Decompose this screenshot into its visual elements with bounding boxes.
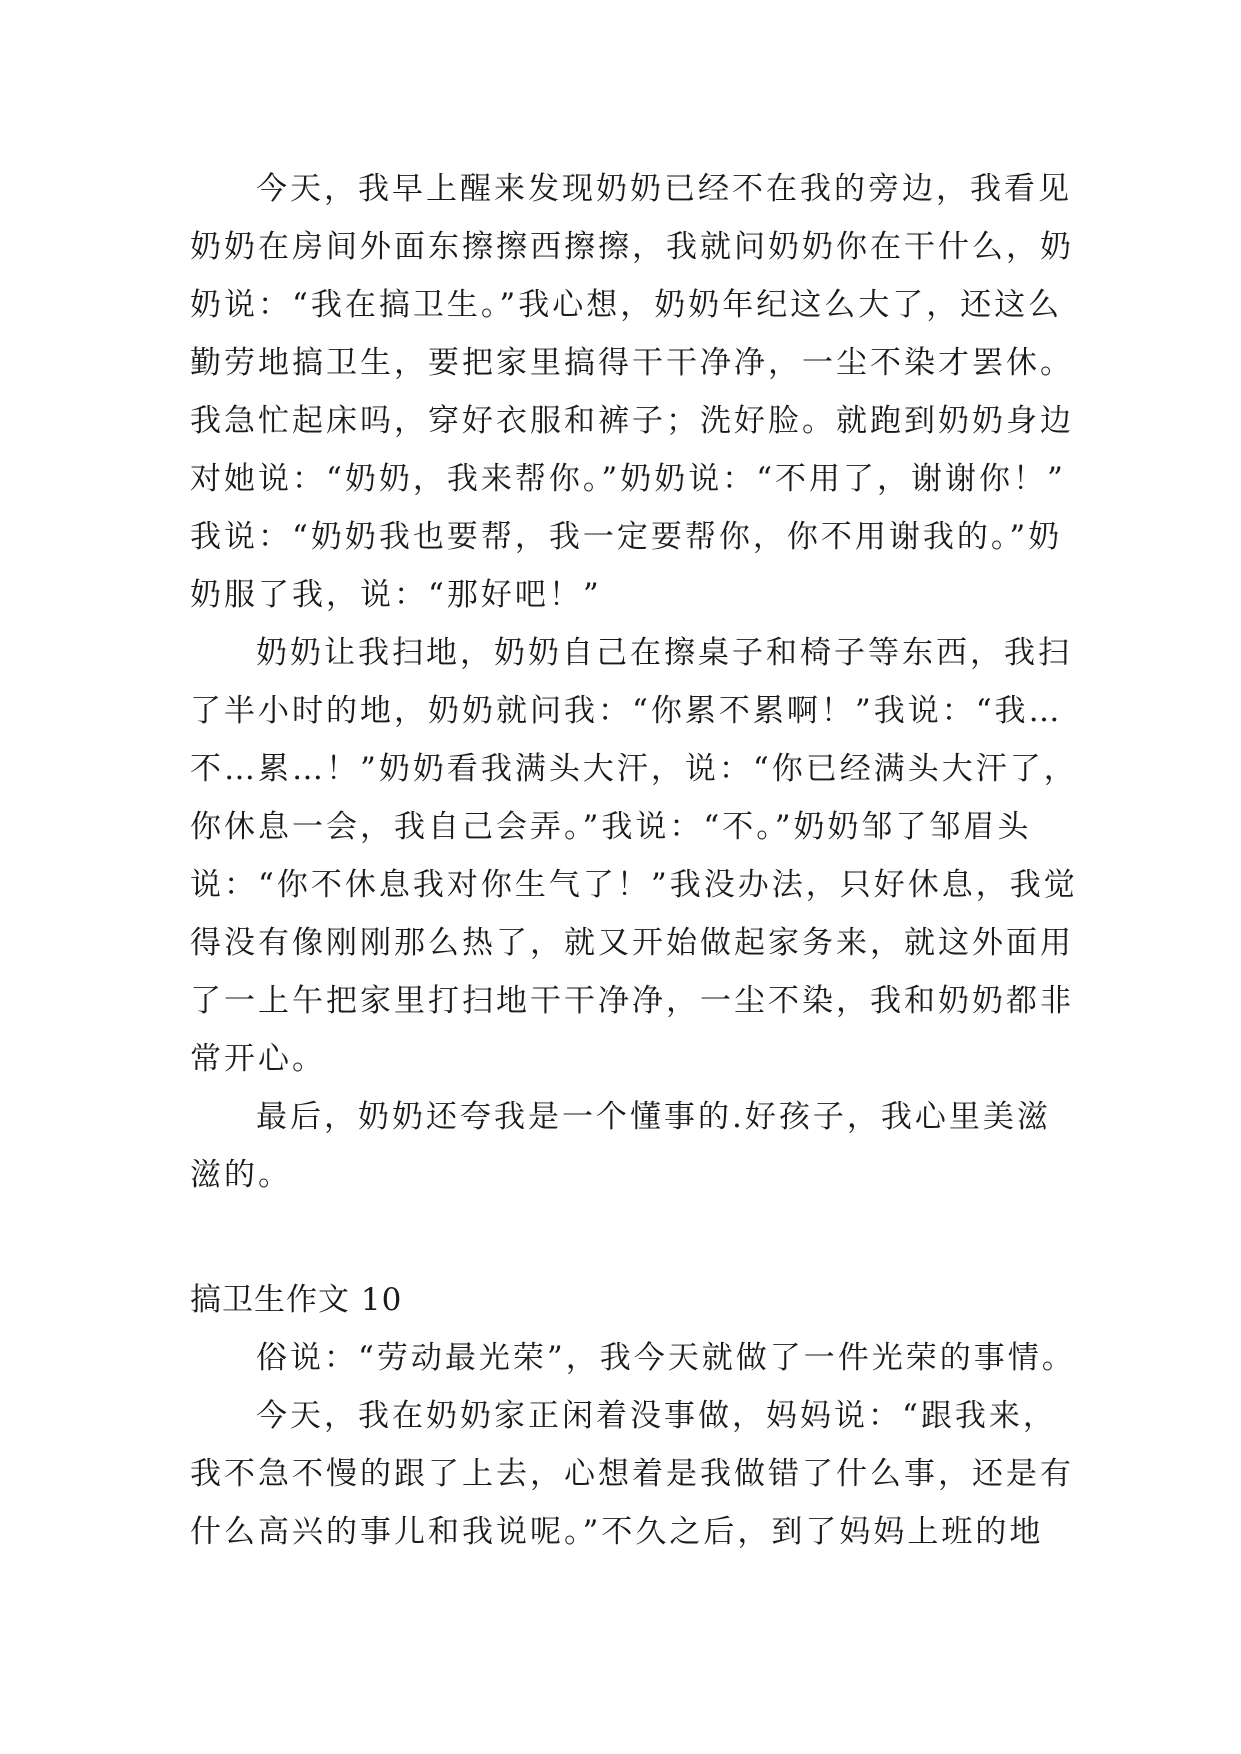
essay-body	[190, 160, 1078, 1204]
section-paragraph-1-line-1: 俗说：“劳动最光荣”，我今天就做了一件光荣的事情。	[256, 1340, 1076, 1376]
paragraph-2-line-7: 了一上午把家里打扫地干干净净，一尘不染，我和奶奶都非	[190, 983, 1074, 1019]
paragraph-3-line-2: 滋的。	[190, 1157, 292, 1193]
paragraph-2-line-2: 了半小时的地，奶奶就问我：“你累不累啊！”我说：“我…	[190, 693, 1063, 729]
paragraph-1-line-1: 今天，我早上醒来发现奶奶已经不在我的旁边，我看见	[256, 171, 1072, 207]
paragraph-1-line-8: 奶服了我，说：“那好吧！”	[190, 577, 602, 613]
section-title: 搞卫生作文 10	[190, 1282, 403, 1318]
paragraph-1-line-6: 对她说：“奶奶，我来帮你。”奶奶说：“不用了，谢谢你！”	[190, 461, 1066, 497]
section-paragraph-2-line-3: 什么高兴的事儿和我说呢。”不久之后，到了妈妈上班的地	[190, 1514, 1044, 1550]
section-paragraph-2-line-2: 我不急不慢的跟了上去，心想着是我做错了什么事，还是有	[190, 1456, 1074, 1492]
paragraph-2-line-3: 不…累…！”奶奶看我满头大汗，说：“你已经满头大汗了，	[190, 751, 1078, 787]
paragraph-2-line-1: 奶奶让我扫地，奶奶自己在擦桌子和椅子等东西，我扫	[256, 635, 1072, 671]
paragraph-1-line-5: 我急忙起床吗，穿好衣服和裤子；洗好脸。就跑到奶奶身边	[190, 403, 1074, 439]
section-block	[190, 1271, 1076, 1561]
paragraph-2-line-8: 常开心。	[190, 1041, 326, 1077]
paragraph-1-line-4: 勤劳地搞卫生，要把家里搞得干干净净，一尘不染才罢休。	[190, 345, 1074, 381]
paragraph-1-line-7: 我说：“奶奶我也要帮，我一定要帮你，你不用谢我的。”奶	[190, 519, 1063, 555]
paragraph-1-line-2: 奶奶在房间外面东擦擦西擦擦，我就问奶奶你在干什么，奶	[190, 229, 1074, 265]
section-paragraph-2-line-1: 今天，我在奶奶家正闲着没事做，妈妈说：“跟我来，	[256, 1398, 1057, 1434]
paragraph-3-line-1: 最后，奶奶还夸我是一个懂事的.好孩子，我心里美滋	[256, 1099, 1051, 1135]
paragraph-2-line-4: 你休息一会，我自己会弄。”我说：“不。”奶奶邹了邹眉头	[190, 809, 1032, 845]
paragraph-2-line-5: 说：“你不休息我对你生气了！”我没办法，只好休息，我觉	[190, 867, 1078, 903]
paragraph-1-line-3: 奶说：“我在搞卫生。”我心想，奶奶年纪这么大了，还这么	[190, 287, 1063, 323]
paragraph-2-line-6: 得没有像刚刚那么热了，就又开始做起家务来，就这外面用	[190, 925, 1074, 961]
